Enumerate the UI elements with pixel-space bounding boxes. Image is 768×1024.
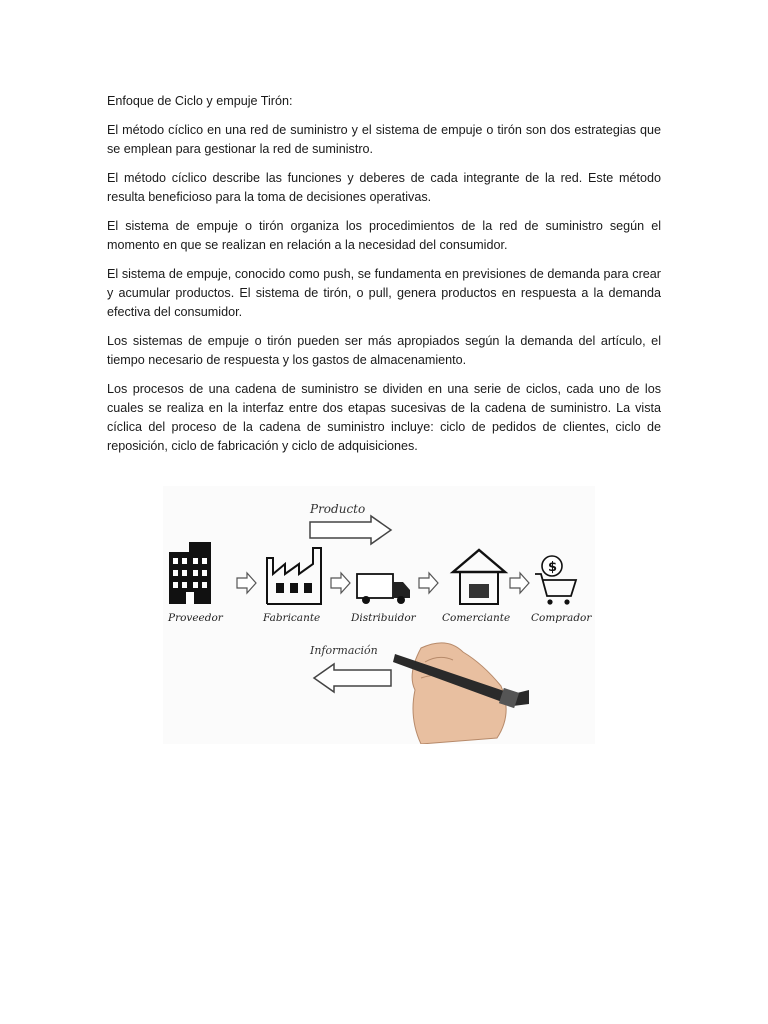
stage-label-proveedor: Proveedor: [168, 612, 223, 624]
paragraph-3: El sistema de empuje o tirón organiza los procedimientos de la red de suministro según el momento en que se realizan en relación a la necesidad del consumidor.: [107, 219, 661, 252]
producto-label: Producto: [310, 502, 366, 516]
paragraph-1: El método cíclico en una red de suministro y el sistema de empuje o tirón son dos estrategias que se emplean para gestionar la red de suministro.: [107, 123, 661, 156]
supply-chain-figure: [163, 486, 595, 744]
stage-label-comerciante: Comerciante: [442, 612, 511, 624]
dollar-symbol: $: [548, 560, 558, 575]
informacion-label: Información: [310, 644, 378, 657]
paragraph-5: Los sistemas de empuje o tirón pueden ser más apropiados según la demanda del artículo, el tiempo necesario de respuesta y los gastos de almacenamiento.: [107, 334, 661, 367]
stage-label-comprador: Comprador: [531, 612, 592, 624]
paragraph-4: El sistema de empuje, conocido como push, se fundamenta en previsiones de demanda para crear y acumular productos. El sistema de tirón, o pull, genera productos en respuesta a la demanda efectiva del consumidor.: [107, 267, 661, 319]
stage-label-fabricante: Fabricante: [263, 612, 321, 624]
supply-chain-diagram: [163, 486, 595, 744]
paragraph-2: El método cíclico describe las funciones y deberes de cada integrante de la red. Este método resulta beneficioso para la toma de decisiones operativas.: [107, 171, 661, 204]
document-body: [107, 92, 661, 466]
stage-label-distribuidor: Distribuidor: [351, 612, 416, 624]
paragraph-6: Los procesos de una cadena de suministro se dividen en una serie de ciclos, cada uno de los cuales se realiza en la interfaz entre dos etapas sucesivas de la cadena de suministro. La vista cíclica del proceso de la cadena de suministro incluye: ciclo de pedidos de clientes, ciclo de reposición, ciclo de fabricación y ciclo de adquisiciones.: [107, 382, 661, 453]
document-heading: Enfoque de Ciclo y empuje Tirón:: [107, 94, 293, 108]
